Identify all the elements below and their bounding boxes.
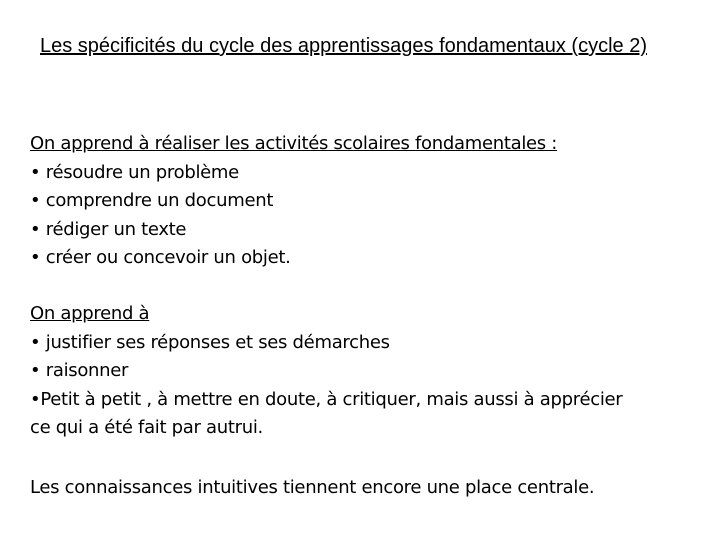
- list-item: • créer ou concevoir un objet.: [30, 247, 291, 268]
- conclusion-text: Les connaissances intuitives tiennent encore une place centrale.: [30, 477, 595, 498]
- section-activities: [30, 130, 700, 273]
- section-skills-heading: On apprend à: [30, 303, 150, 324]
- list-item: • rédiger un texte: [30, 218, 187, 240]
- section-activities-heading: On apprend à réaliser les activités scolaires fondamentales :: [30, 133, 558, 154]
- list-item: • justifier ses réponses et ses démarches: [30, 331, 390, 353]
- list-item: • comprendre un document: [30, 190, 274, 211]
- list-item-continuation: ce qui a été fait par autrui.: [30, 417, 263, 438]
- section-conclusion: [30, 474, 700, 503]
- section-skills: [30, 300, 700, 443]
- list-item: • résoudre un problème: [30, 161, 239, 183]
- list-item: • raisonner: [30, 360, 129, 381]
- list-item: •Petit à petit , à mettre en doute, à critiquer, mais aussi à apprécier: [30, 388, 623, 410]
- slide-title: Les spécificités du cycle des apprentissages fondamentaux (cycle 2): [40, 35, 647, 57]
